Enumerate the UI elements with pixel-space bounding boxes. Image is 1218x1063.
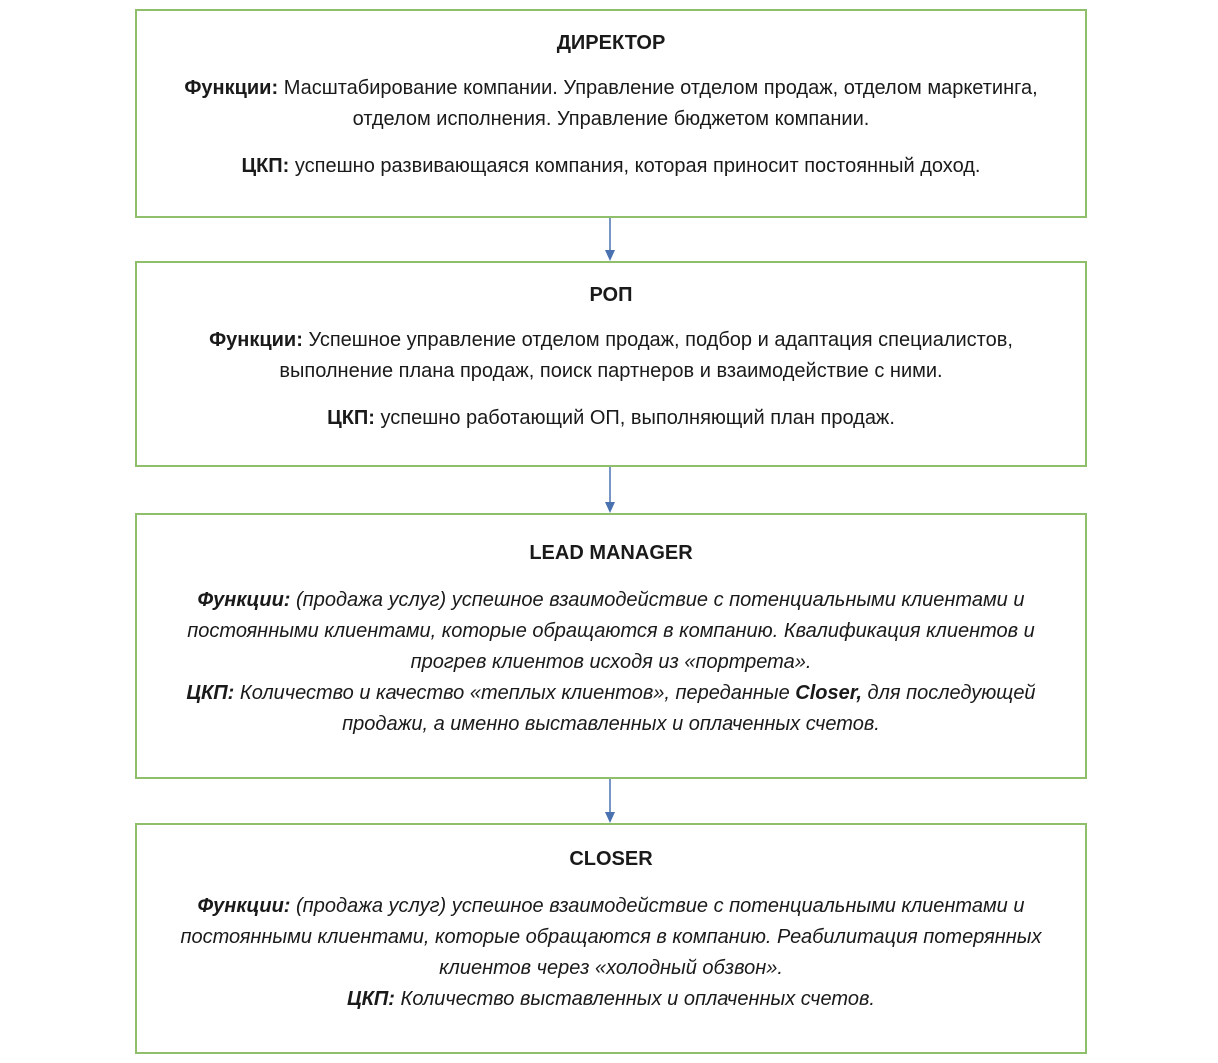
rop-ckp xyxy=(137,403,1085,434)
director-title: ДИРЕКТОР xyxy=(556,32,666,54)
lead-manager-functions-text: (продажа услуг) успешное взаимодействие с потенциальными клиентами и постоянными клиентами, которые обращаются в компанию. Квалификация клиентов и прогрев клиентов исходя из «портрета». xyxy=(187,589,1035,673)
arrow-lead-manager-to-closer xyxy=(600,779,620,823)
lead-manager-functions xyxy=(137,585,1085,678)
closer-title: CLOSER xyxy=(569,848,653,870)
rop-box xyxy=(135,261,1087,467)
rop-ckp-label: ЦКП: xyxy=(327,407,375,429)
lead-manager-ckp xyxy=(137,678,1085,740)
arrow-director-to-rop xyxy=(600,218,620,261)
closer-functions-text: (продажа услуг) успешное взаимодействие с потенциальными клиентами и постоянными клиентами, которые обращаются в компанию. Реабилитация потерянных клиентов через «холодный обзвон». xyxy=(180,895,1042,979)
rop-title: РОП xyxy=(589,284,633,306)
lead-manager-ckp-text-2: для последующей продажи, а именно выставленных и оплаченных счетов. xyxy=(342,682,1036,735)
rop-functions-label: Функции: xyxy=(209,329,303,351)
closer-ckp-label: ЦКП: xyxy=(347,988,395,1010)
closer-functions-label: Функции: xyxy=(197,895,291,917)
director-ckp xyxy=(137,151,1085,182)
arrow-rop-to-lead-manager xyxy=(600,467,620,513)
lead-manager-ckp-text-1: Количество и качество «теплых клиентов», переданные xyxy=(234,682,796,704)
lead-manager-ckp-label: ЦКП: xyxy=(186,682,235,704)
director-box xyxy=(135,9,1087,218)
rop-functions-text: Успешное управление отделом продаж, подбор и адаптация специалистов, выполнение плана продаж, поиск партнеров и взаимодействие с ними. xyxy=(279,329,1013,382)
director-ckp-text: успешно развивающаяся компания, которая приносит постоянный доход. xyxy=(289,155,981,177)
lead-manager-title: LEAD MANAGER xyxy=(529,542,693,564)
director-functions-text: Масштабирование компании. Управление отделом продаж, отделом маркетинга, отделом исполнения. Управление бюджетом компании. xyxy=(278,77,1038,130)
closer-functions xyxy=(137,891,1085,984)
lead-manager-box xyxy=(135,513,1087,779)
closer-ckp-text: Количество выставленных и оплаченных счетов. xyxy=(394,988,875,1010)
lead-manager-functions-label: Функции: xyxy=(197,589,291,611)
rop-functions xyxy=(137,325,1085,387)
closer-box xyxy=(135,823,1087,1054)
director-functions xyxy=(137,73,1085,135)
rop-ckp-text: успешно работающий ОП, выполняющий план продаж. xyxy=(374,407,895,429)
lead-manager-ckp-closer: Closer, xyxy=(795,682,862,704)
closer-ckp xyxy=(137,984,1085,1015)
director-functions-label: Функции: xyxy=(184,77,279,99)
director-ckp-label: ЦКП: xyxy=(241,155,290,177)
